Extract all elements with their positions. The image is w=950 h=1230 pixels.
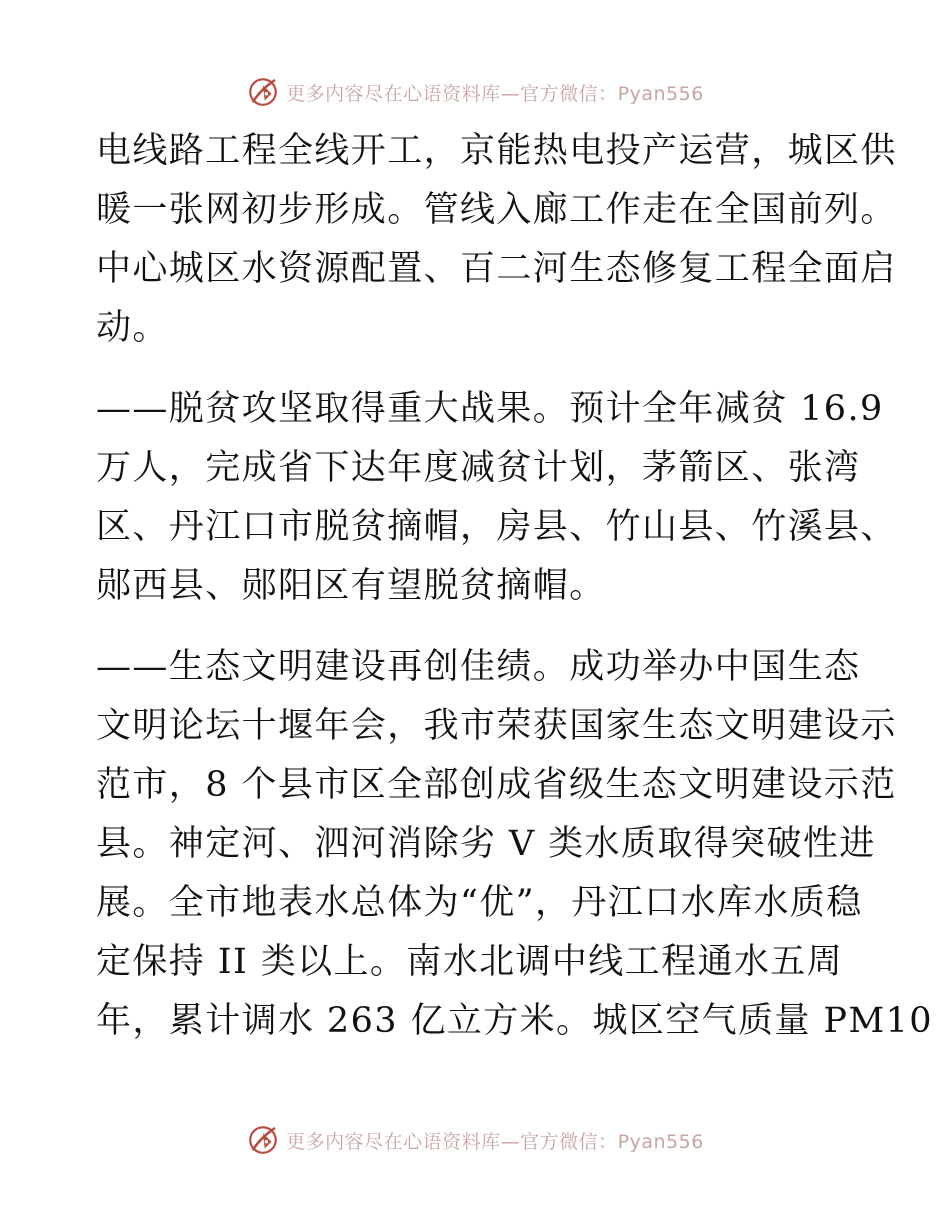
text-line: 动。 bbox=[96, 308, 169, 348]
paragraph bbox=[96, 380, 897, 616]
paragraph-gap bbox=[96, 358, 856, 380]
text-line: 万人，完成省下达年度减贫计划，茅箭区、张湾 bbox=[96, 448, 861, 488]
text-line: 范市，8 个县市区全部创成省级生态文明建设示范 bbox=[96, 765, 897, 805]
text-line: 展。全市地表水总体为“优”，丹江口水库水质稳 bbox=[96, 883, 863, 923]
header-watermark bbox=[0, 72, 950, 112]
pen-nib-logo-icon bbox=[246, 1123, 280, 1157]
text-line: ——生态文明建设再创佳绩。成功举办中国生态 bbox=[96, 647, 861, 687]
watermark-text: 更多内容尽在心语资料库—官方微信：Pyan556 bbox=[286, 82, 704, 105]
text-line: 中心城区水资源配置、百二河生态修复工程全面启 bbox=[96, 249, 897, 289]
text-line: 县。神定河、泗河消除劣 V 类水质取得突破性进 bbox=[96, 824, 876, 864]
text-line: ——脱贫攻坚取得重大战果。预计全年减贫 16.9 bbox=[96, 389, 884, 429]
text-line: 暖一张网初步形成。管线入廊工作走在全国前列。 bbox=[96, 190, 897, 230]
document-body bbox=[96, 122, 933, 1051]
text-line: 文明论坛十堰年会，我市荣获国家生态文明建设示 bbox=[96, 706, 897, 746]
paragraph bbox=[96, 122, 897, 358]
text-line: 年，累计调水 263 亿立方米。城区空气质量 PM10 bbox=[96, 1001, 933, 1041]
text-line: 定保持 II 类以上。南水北调中线工程通水五周 bbox=[96, 942, 844, 982]
watermark-text: 更多内容尽在心语资料库—官方微信：Pyan556 bbox=[286, 1130, 704, 1153]
pen-nib-logo-icon bbox=[246, 75, 280, 109]
paragraph-gap bbox=[96, 616, 856, 638]
text-line: 郧西县、郧阳区有望脱贫摘帽。 bbox=[96, 566, 606, 606]
paragraph bbox=[96, 638, 933, 1051]
footer-watermark bbox=[0, 1120, 950, 1160]
text-line: 电线路工程全线开工，京能热电投产运营，城区供 bbox=[96, 131, 897, 171]
text-line: 区、丹江口市脱贫摘帽，房县、竹山县、竹溪县、 bbox=[96, 507, 897, 547]
